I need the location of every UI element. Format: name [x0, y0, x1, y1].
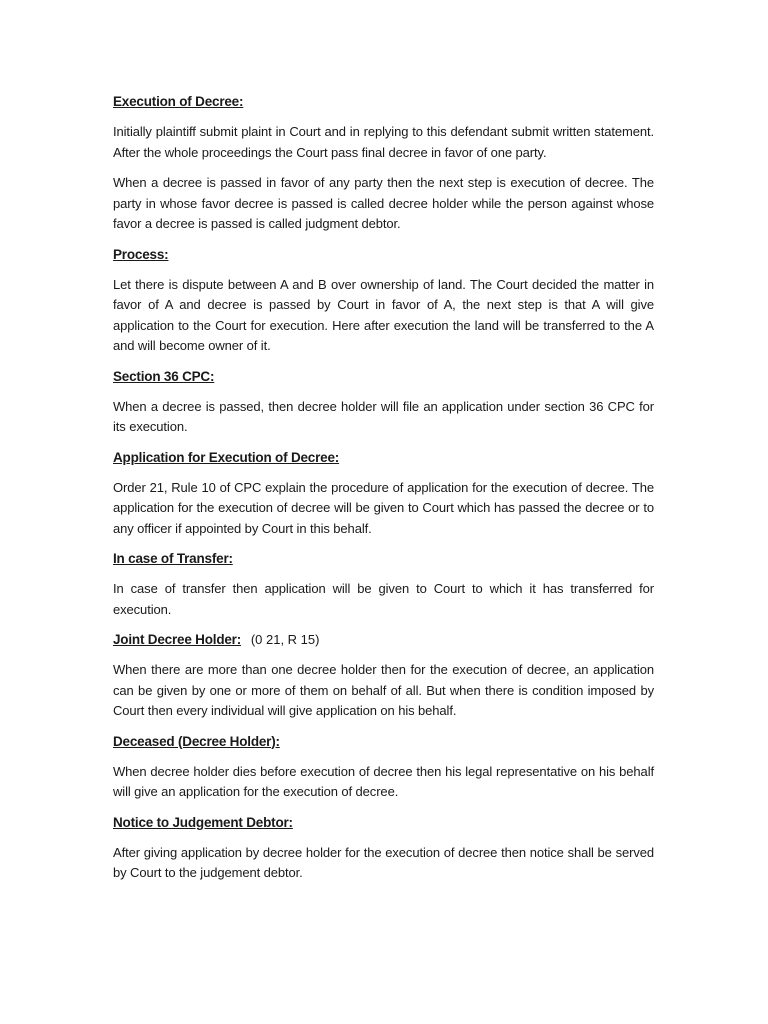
- paragraph: After giving application by decree holder for the execution of decree then notice shall be served by Court to the judgement debtor.: [113, 844, 654, 880]
- document-page: [113, 92, 654, 894]
- heading-joint-decree-holder: Joint Decree Holder:: [113, 632, 242, 647]
- paragraph: Initially plaintiff submit plaint in Court and in replying to this defendant submit written statement. After the whole proceedings the Court pass final decree in favor of one party.: [113, 124, 654, 160]
- heading-joint-decree-holder-row: [113, 630, 654, 650]
- heading-process: Process:: [113, 246, 169, 262]
- heading-deceased-decree-holder: Deceased (Decree Holder):: [113, 733, 280, 749]
- paragraph: In case of transfer then application will be given to Court to which it has transferred for execution.: [113, 581, 654, 617]
- paragraph: When there are more than one decree holder then for the execution of decree, an application can be given by one or more of them on behalf of all. But when there is condition imposed by Court then every individual will give application on his behalf.: [113, 662, 654, 718]
- heading-reference: (0 21, R 15): [250, 632, 320, 647]
- paragraph: When a decree is passed, then decree holder will file an application under section 36 CPC for its execution.: [113, 398, 654, 434]
- paragraph: Order 21, Rule 10 of CPC explain the procedure of application for the execution of decree. The application for the execution of decree will be given to Court which has passed the decree or to any officer if appointed by Court in this behalf.: [113, 479, 654, 536]
- paragraph: Let there is dispute between A and B over ownership of land. The Court decided the matter in favor of A and decree is passed by Court in favor of A, the next step is that A will give application to the Court for execution. Here after execution the land will be transferred to the A and will become owner of it.: [113, 276, 654, 353]
- paragraph: When decree holder dies before execution of decree then his legal representative on his behalf will give an application for the execution of decree.: [113, 763, 654, 799]
- paragraph: When a decree is passed in favor of any party then the next step is execution of decree. The party in whose favor decree is passed is called decree holder while the person against whose favor a decree is passed is called judgment debtor.: [113, 175, 654, 231]
- heading-notice-to-judgement-debtor: Notice to Judgement Debtor:: [113, 814, 293, 830]
- heading-in-case-of-transfer: In case of Transfer:: [113, 551, 233, 566]
- heading-execution-of-decree: Execution of Decree:: [113, 94, 244, 109]
- heading-application-for-execution: Application for Execution of Decree:: [113, 449, 340, 465]
- heading-section-36-cpc: Section 36 CPC:: [113, 368, 215, 384]
